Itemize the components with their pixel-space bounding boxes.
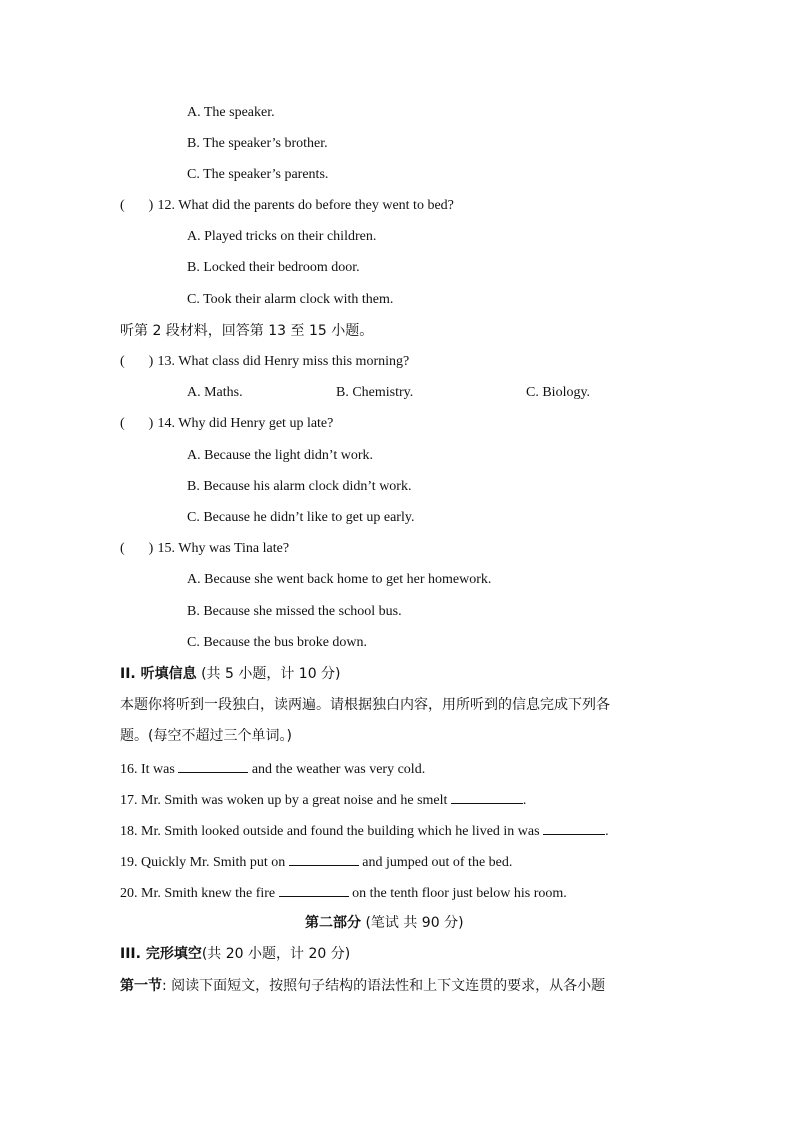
q15-option-b: B. Because she missed the school bus. <box>187 604 402 619</box>
part2-heading-score: (共 5 小题，计 10 分) <box>196 666 341 682</box>
q14-option-a: A. Because the light didn’t work. <box>187 448 373 463</box>
part3-subsection <box>120 977 605 995</box>
q19-blank[interactable] <box>289 852 359 866</box>
q11-option-c: C. The speaker’s parents. <box>187 167 329 182</box>
q14-stem: 14. Why did Henry get up late? <box>157 416 334 431</box>
q13-option-b: B. Chemistry. <box>336 385 414 400</box>
q17-line: 17. Mr. Smith was woken up by a great noise and he smelt . <box>120 790 526 810</box>
q20-line: 20. Mr. Smith knew the fire on the tenth floor just below his room. <box>120 883 567 903</box>
written-section-title-bold: 第二部分 <box>305 915 361 931</box>
part3-subsection-instruction: : 阅读下面短文，按照句子结构的语法性和上下文连贯的要求，从各小题 <box>162 978 606 994</box>
q12-stem: 12. What did the parents do before they went to bed? <box>157 198 454 213</box>
q14-stem-line <box>120 415 333 433</box>
part3-subsection-title: 第一节 <box>120 978 162 994</box>
part2-instruction-line2: 题。(每空不超过三个单词。) <box>120 728 292 744</box>
answer-paren-q13[interactable]: ( ) <box>120 354 154 369</box>
q14-option-c: C. Because he didn’t like to get up early. <box>187 510 415 525</box>
q12-option-a: A. Played tricks on their children. <box>187 229 377 244</box>
q15-option-a: A. Because she went back home to get her homework. <box>187 572 492 587</box>
written-section-title <box>305 914 464 932</box>
q14-option-b: B. Because his alarm clock didn’t work. <box>187 479 412 494</box>
q13-stem-line <box>120 353 409 371</box>
q12-option-c: C. Took their alarm clock with them. <box>187 292 394 307</box>
q19-line: 19. Quickly Mr. Smith put on and jumped out of the bed. <box>120 852 512 872</box>
q13-option-a: A. Maths. <box>187 385 243 400</box>
answer-paren-q14[interactable]: ( ) <box>120 416 154 431</box>
q15-stem-line <box>120 540 289 558</box>
q11-option-a: A. The speaker. <box>187 105 275 120</box>
q15-option-c: C. Because the bus broke down. <box>187 635 368 650</box>
section2-intro: 听第 2 段材料，回答第 13 至 15 小题。 <box>120 323 374 339</box>
q20-blank[interactable] <box>279 883 349 897</box>
q13-option-c: C. Biology. <box>526 385 591 400</box>
q17-blank[interactable] <box>451 790 523 804</box>
q16-blank[interactable] <box>178 759 248 773</box>
q12-stem-line <box>120 197 454 215</box>
q15-stem: 15. Why was Tina late? <box>157 541 290 556</box>
part2-heading-title: II. 听填信息 <box>120 666 197 682</box>
part3-heading-title: III. 完形填空 <box>120 946 202 962</box>
q18-line: 18. Mr. Smith looked outside and found the building which he lived in was . <box>120 821 609 841</box>
answer-paren-q12[interactable]: ( ) <box>120 198 154 213</box>
part3-heading-score: (共 20 小题，计 20 分) <box>201 946 351 962</box>
written-section-title-score: (笔试 共 90 分) <box>361 915 464 931</box>
q16-line: 16. It was and the weather was very cold. <box>120 759 425 779</box>
q18-blank[interactable] <box>543 821 605 835</box>
q11-option-b: B. The speaker’s brother. <box>187 136 328 151</box>
part2-heading <box>120 665 341 683</box>
answer-paren-q15[interactable]: ( ) <box>120 541 154 556</box>
part2-instruction-line1: 本题你将听到一段独白，读两遍。请根据独白内容，用所听到的信息完成下列各 <box>120 697 610 713</box>
part3-heading <box>120 945 350 963</box>
q12-option-b: B. Locked their bedroom door. <box>187 260 360 275</box>
q13-stem: 13. What class did Henry miss this morning? <box>157 354 410 369</box>
